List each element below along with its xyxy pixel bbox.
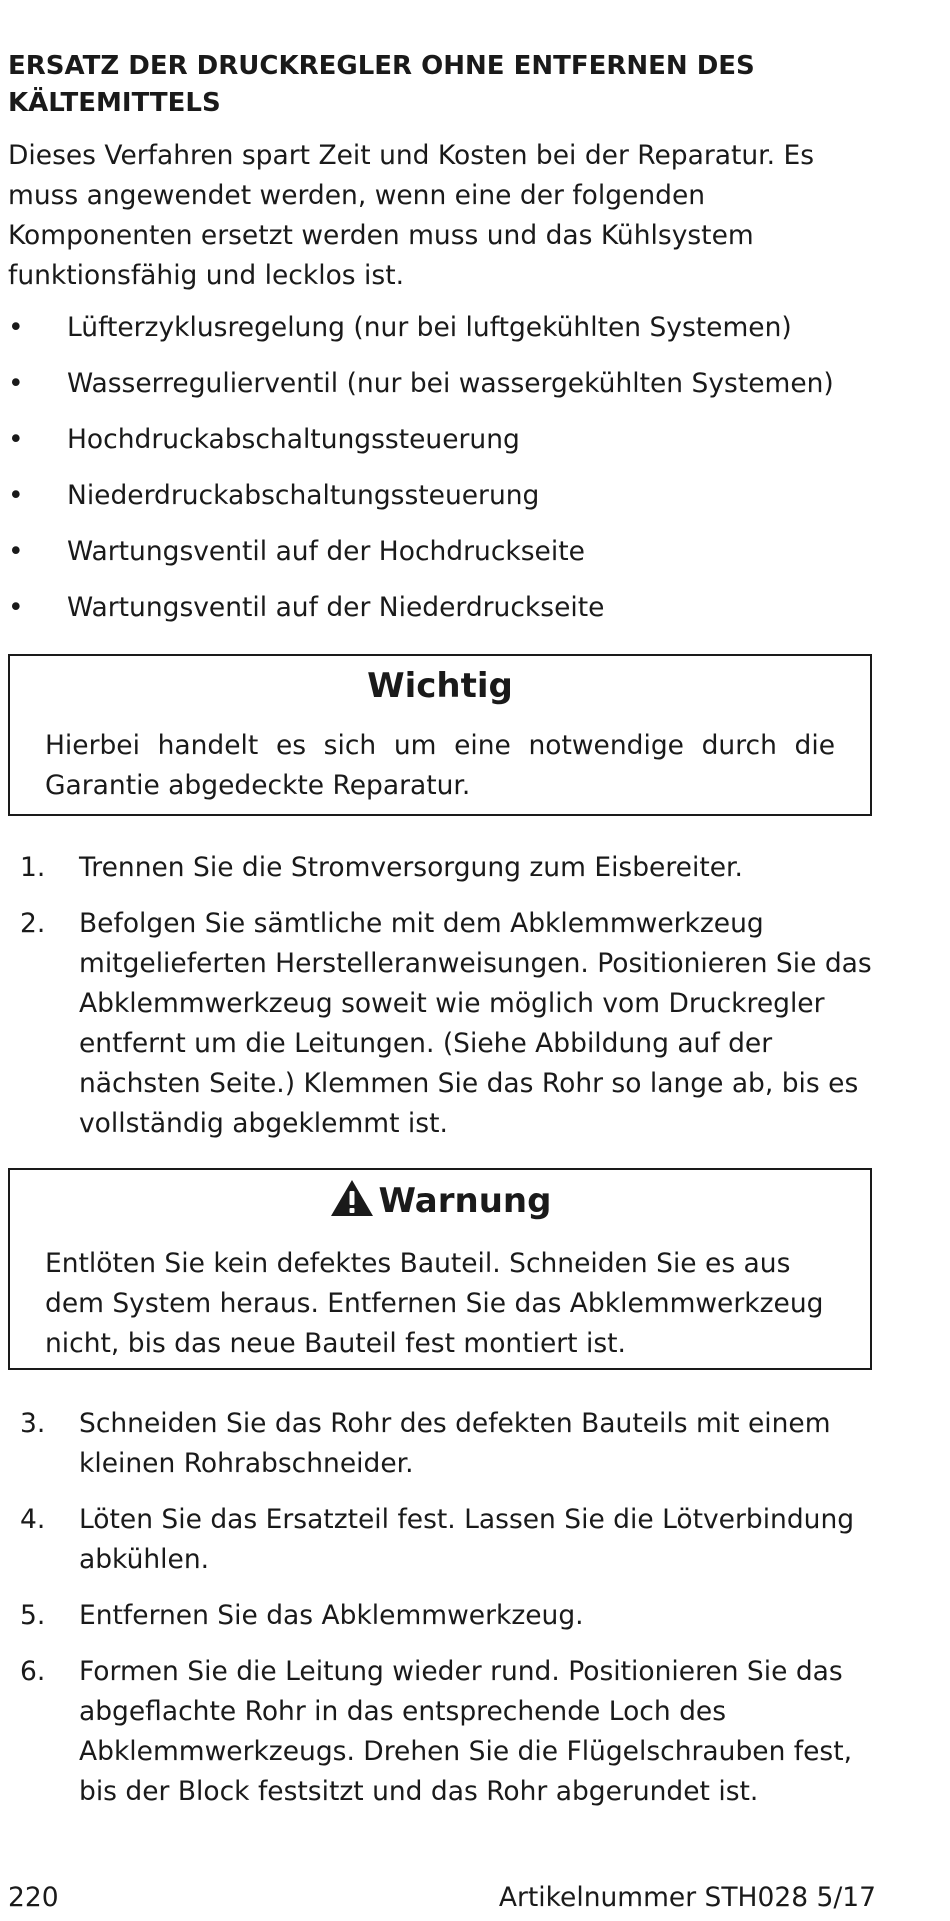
list-item-text: Wasserregulierventil (nur bei wassergekühlten Systemen) [67,368,834,399]
list-item [8,532,876,588]
article-number: Artikelnummer STH028 5/17 [498,1882,876,1913]
list-item-text: Niederdruckabschaltungssteuerung [67,480,540,511]
step-text: Befolgen Sie sämtliche mit dem Abklemmwerkzeug mitgelieferten Herstelleranweisungen. Positionieren Sie das Abklemmwerkzeug soweit wie möglich vom Druckregler entfernt um die Leitungen. (Siehe Abbildung auf der nächsten Seite.) Klemmen Sie das Rohr so lange ab, bis es vollständig abgeklemmt ist. [79,908,872,1139]
step-number: 1. [20,852,46,883]
component-list [8,308,876,644]
warning-text: Entlöten Sie kein defektes Bauteil. Schneiden Sie es aus dem System heraus. Entfernen Sie das Abklemmwerkzeug nicht, bis das neue Bauteil fest montiert ist. [45,1248,824,1359]
list-item-text: Hochdruckabschaltungssteuerung [67,424,520,455]
step-text: Schneiden Sie das Rohr des defekten Bauteils mit einem kleinen Rohrabschneider. [79,1408,831,1479]
list-item-text: Wartungsventil auf der Hochdruckseite [67,536,585,567]
important-text: Hierbei handelt es sich um eine notwendige durch die Garantie abgedeckte Reparatur. [45,730,835,801]
list-item [8,588,876,644]
list-item [8,364,876,420]
important-heading: Wichtig [367,666,513,706]
step-number: 5. [20,1600,46,1631]
list-item [8,476,876,532]
step-number: 4. [20,1504,46,1535]
step-text: Entfernen Sie das Abklemmwerkzeug. [79,1600,584,1631]
intro-paragraph: Dieses Verfahren spart Zeit und Kosten bei der Reparatur. Es muss angewendet werden, wenn eine der folgenden Komponenten ersetzt werden muss und das Kühlsystem funktionsfähig und lecklos ist. [8,140,815,291]
page-number: 220 [8,1882,59,1913]
list-item [8,308,876,364]
important-notice-box [8,654,872,816]
step-number: 3. [20,1408,46,1439]
bullet: • [8,312,24,343]
step-item [8,848,876,904]
warning-notice-box [8,1168,872,1370]
step-item [8,1652,876,1812]
warning-triangle-icon [329,1178,375,1218]
step-item [8,1596,876,1652]
steps-list-part2 [8,1404,876,1812]
step-item [8,1500,876,1596]
list-item-text: Lüfterzyklusregelung (nur bei luftgekühlten Systemen) [67,312,792,343]
warning-heading: Warnung [378,1181,552,1221]
bullet: • [8,536,24,567]
step-text: Trennen Sie die Stromversorgung zum Eisbereiter. [79,852,743,883]
list-item [8,420,876,476]
warning-header [10,1178,870,1223]
step-text: Formen Sie die Leitung wieder rund. Positionieren Sie das abgeflachte Rohr in das entsprechende Loch des Abklemmwerkzeugs. Drehen Sie die Flügelschrauben fest, bis der Block festsitzt und das Rohr abgerundet ist. [79,1656,853,1807]
section-title: ERSATZ DER DRUCKREGLER OHNE ENTFERNEN DES KÄLTEMITTELS [8,51,755,118]
step-number: 2. [20,908,46,939]
step-text: Löten Sie das Ersatzteil fest. Lassen Sie die Lötverbindung abkühlen. [79,1504,855,1575]
bullet: • [8,592,24,623]
bullet: • [8,424,24,455]
steps-list-part1 [8,848,876,1144]
bullet: • [8,480,24,511]
list-item-text: Wartungsventil auf der Niederdruckseite [67,592,605,623]
step-item [8,904,876,1144]
step-item [8,1404,876,1500]
step-number: 6. [20,1656,46,1687]
bullet: • [8,368,24,399]
